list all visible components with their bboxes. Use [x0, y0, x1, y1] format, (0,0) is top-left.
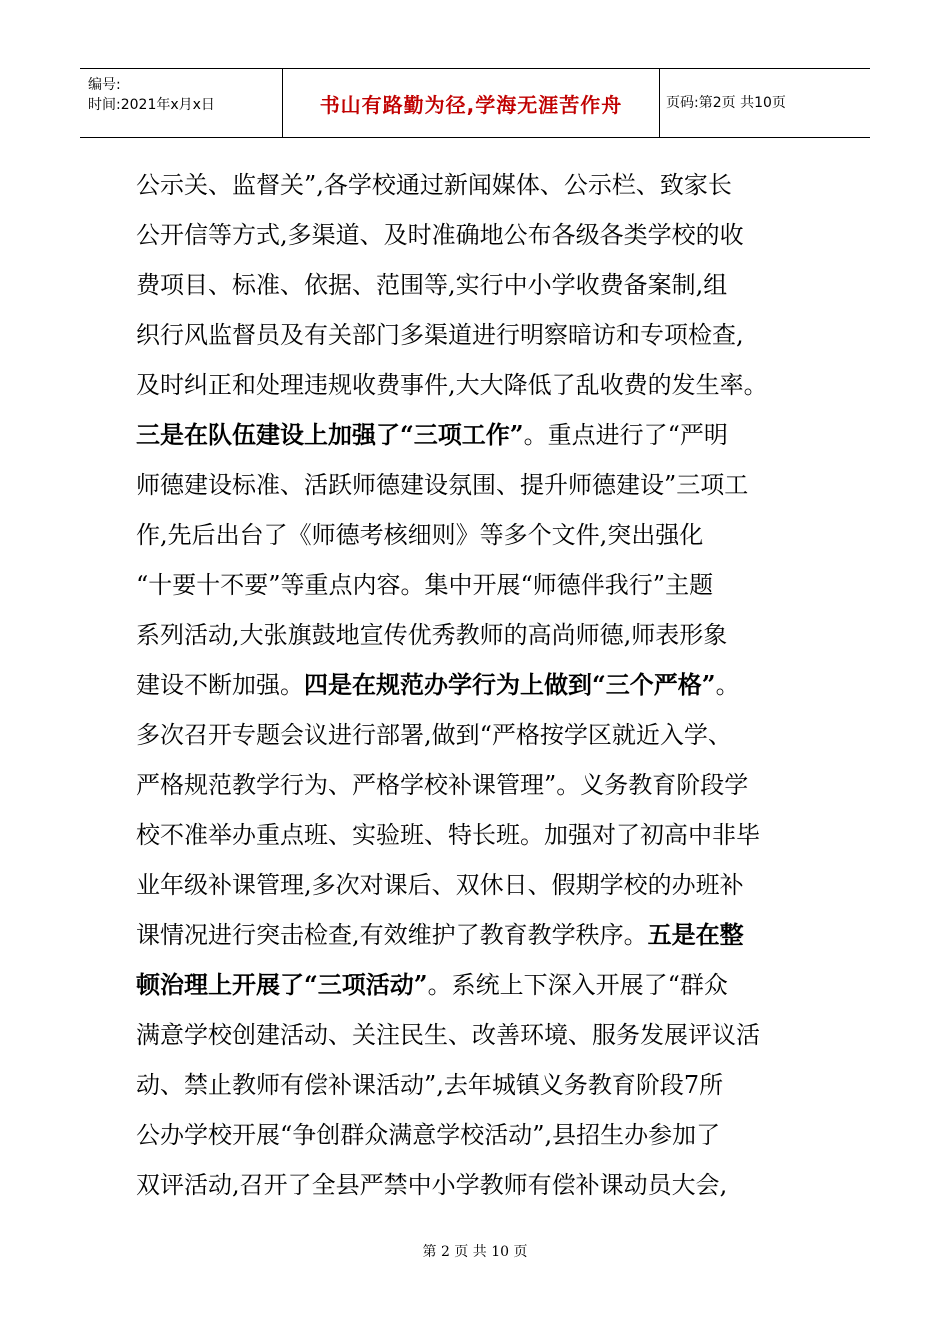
text-run: 。	[715, 671, 740, 699]
page-header	[80, 68, 870, 138]
text-run: 费项目、标准、依据、范围等,实行中小学收费备案制,组	[136, 271, 728, 299]
header-motto: 书山有路勤为径,学海无涯苦作舟	[282, 69, 660, 137]
doc-time-label: 时间:2021年x月x日	[88, 97, 215, 113]
text-line	[136, 310, 826, 360]
text-line	[136, 1160, 826, 1210]
text-line	[136, 1110, 826, 1160]
text-run: 作,先后出台了《师德考核细则》等多个文件,突出强化	[136, 521, 704, 549]
text-line	[136, 460, 826, 510]
text-line	[136, 810, 826, 860]
text-line	[136, 1060, 826, 1110]
text-run: 师德建设标准、活跃师德建设氛围、提升师德建设”三项工	[136, 471, 749, 499]
bold-text-run: 四是在规范办学行为上做到“三个严格”	[304, 670, 716, 699]
text-line	[136, 410, 826, 460]
text-line	[136, 710, 826, 760]
text-run: “十要十不要”等重点内容。集中开展“师德伴我行”主题	[136, 571, 714, 599]
bold-text-run: 五是在整	[647, 920, 744, 949]
text-line	[136, 760, 826, 810]
text-run: 公办学校开展“争创群众满意学校活动”,县招生办参加了	[136, 1121, 721, 1149]
bold-text-run: 三是在队伍建设上加强了“三项工作”	[136, 420, 524, 449]
text-run: 双评活动,召开了全县严禁中小学教师有偿补课动员大会,	[136, 1171, 728, 1199]
doc-number-label: 编号:	[88, 77, 121, 93]
text-run: 织行风监督员及有关部门多渠道进行明察暗访和专项检查,	[136, 321, 744, 349]
text-line	[136, 910, 826, 960]
text-line	[136, 360, 826, 410]
text-run: 校不准举办重点班、实验班、特长班。加强对了初高中非毕	[136, 821, 760, 849]
text-run: 严格规范教学行为、严格学校补课管理”。义务教育阶段学	[136, 771, 749, 799]
text-line	[136, 160, 826, 210]
text-run: 系列活动,大张旗鼓地宣传优秀教师的高尚师德,师表形象	[136, 621, 728, 649]
text-run: 公开信等方式,多渠道、及时准确地公布各级各类学校的收	[136, 221, 744, 249]
page-footer: 第 2 页 共 10 页	[422, 1244, 528, 1260]
text-run: 及时纠正和处理违规收费事件,大大降低了乱收费的发生率。	[136, 371, 768, 399]
text-line	[136, 1010, 826, 1060]
text-line	[136, 660, 826, 710]
header-meta	[88, 75, 215, 115]
text-run: 多次召开专题会议进行部署,做到“严格按学区就近入学、	[136, 721, 732, 749]
text-line	[136, 210, 826, 260]
text-run: 公示关、监督关”,各学校通过新闻媒体、公示栏、致家长	[136, 171, 732, 199]
text-run: 。重点进行了“严明	[523, 421, 728, 449]
text-line	[136, 260, 826, 310]
document-body	[136, 160, 826, 1210]
text-line	[136, 610, 826, 660]
text-run: 动、禁止教师有偿补课活动”,去年城镇义务教育阶段7所	[136, 1071, 724, 1099]
text-line	[136, 560, 826, 610]
text-line	[136, 960, 826, 1010]
text-run: 建设不断加强。	[136, 671, 304, 699]
text-line	[136, 510, 826, 560]
text-line	[136, 860, 826, 910]
text-run: 课情况进行突击检查,有效维护了教育教学秩序。	[136, 921, 648, 949]
text-run: 业年级补课管理,多次对课后、双休日、假期学校的办班补	[136, 871, 744, 899]
header-page-info: 页码:第2页 共10页	[666, 95, 786, 111]
text-run: 满意学校创建活动、关注民生、改善环境、服务发展评议活	[136, 1021, 760, 1049]
bold-text-run: 顿治理上开展了“三项活动”	[136, 970, 428, 999]
text-run: 。系统上下深入开展了“群众	[427, 971, 728, 999]
